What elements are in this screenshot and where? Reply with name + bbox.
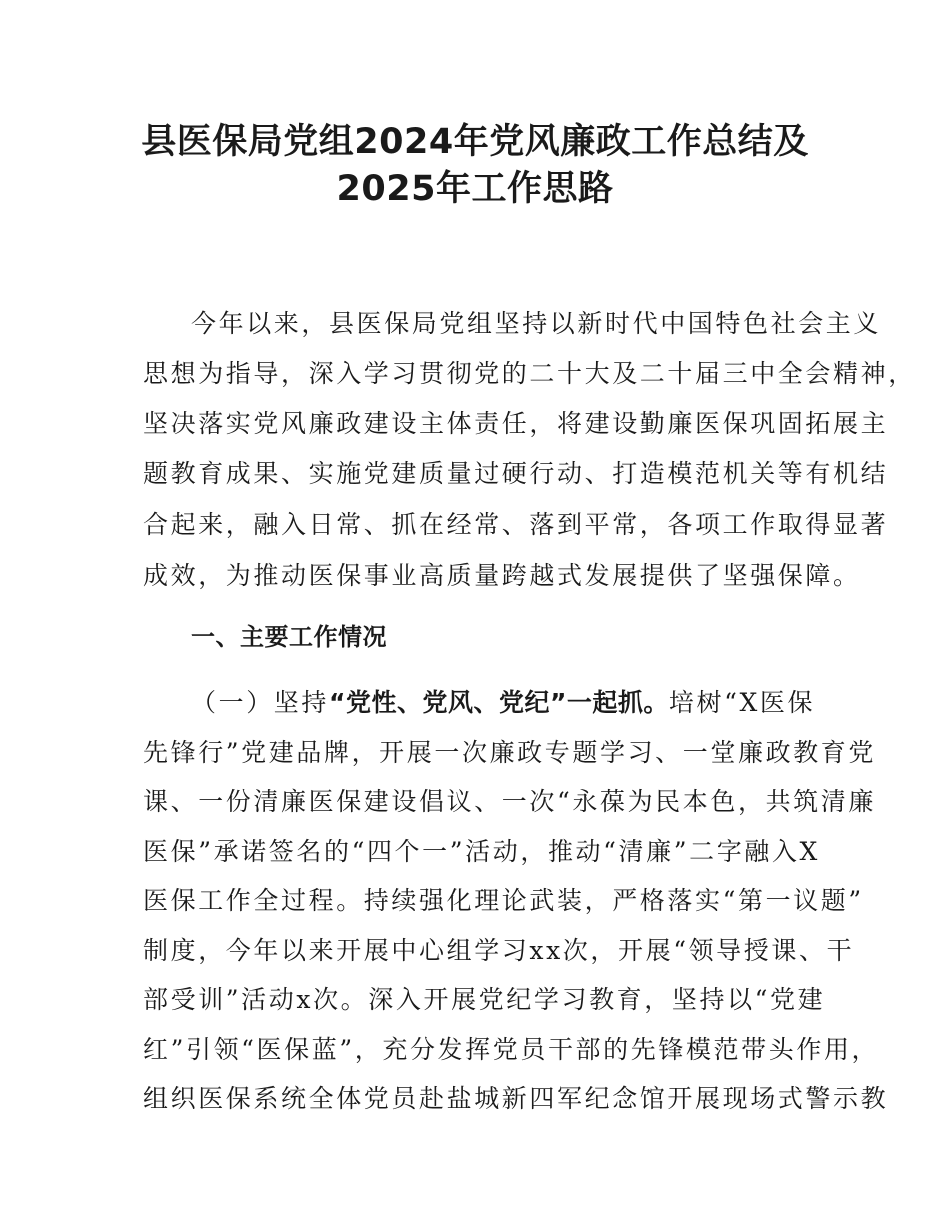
body-line: 组织医保系统全体党员赴盐城新四军纪念馆开展现场式警示教 [143,1084,889,1113]
intro-line: 思想为指导，深入学习贯彻党的二十大及二十届三中全会精神， [143,359,916,388]
body-line: 红”引领“医保蓝”，充分发挥党员干部的先锋模范带头作用， [143,1035,880,1064]
body-line: 医保”承诺签名的“四个一”活动，推动“清廉”二字融入X [143,837,820,866]
document-title-line-2: 2025年工作思路 [336,169,614,209]
body-line: 部受训”活动x次。深入开展党纪学习教育，坚持以“党建 [143,985,826,1014]
body-line: 医保工作全过程。持续强化理论武装，严格落实“第一议题” [143,886,864,915]
body-line: 制度，今年以来开展中心组学习xx次，开展“领导授课、干 [143,936,855,965]
document-title-line-1: 县医保局党组2024年党风廉政工作总结及 [141,122,809,162]
intro-line: 成效，为推动医保事业高质量跨越式发展提供了坚强保障。 [143,561,861,590]
subsection-bold-title: “党性、党风、党纪”一起抓。 [329,688,669,717]
subsection-suffix: 培树“X医保 [668,688,816,717]
subsection-prefix: （一）坚持 [191,688,330,717]
body-line: 先锋行”党建品牌，开展一次廉政专题学习、一堂廉政教育党 [143,738,876,767]
subsection-first-line [191,686,891,720]
intro-line: 今年以来，县医保局党组坚持以新时代中国特色社会主义 [191,309,882,338]
section-heading: 一、主要工作情况 [191,623,387,651]
intro-line: 坚决落实党风廉政建设主体责任，将建设勤廉医保巩固拓展主 [143,409,889,438]
intro-line: 题教育成果、实施党建质量过硬行动、打造模范机关等有机结 [143,459,889,488]
intro-line: 合起来，融入日常、抓在经常、落到平常，各项工作取得显著 [143,510,889,539]
body-line: 课、一份清廉医保建设倡议、一次“永葆为民本色，共筑清廉 [143,787,876,816]
